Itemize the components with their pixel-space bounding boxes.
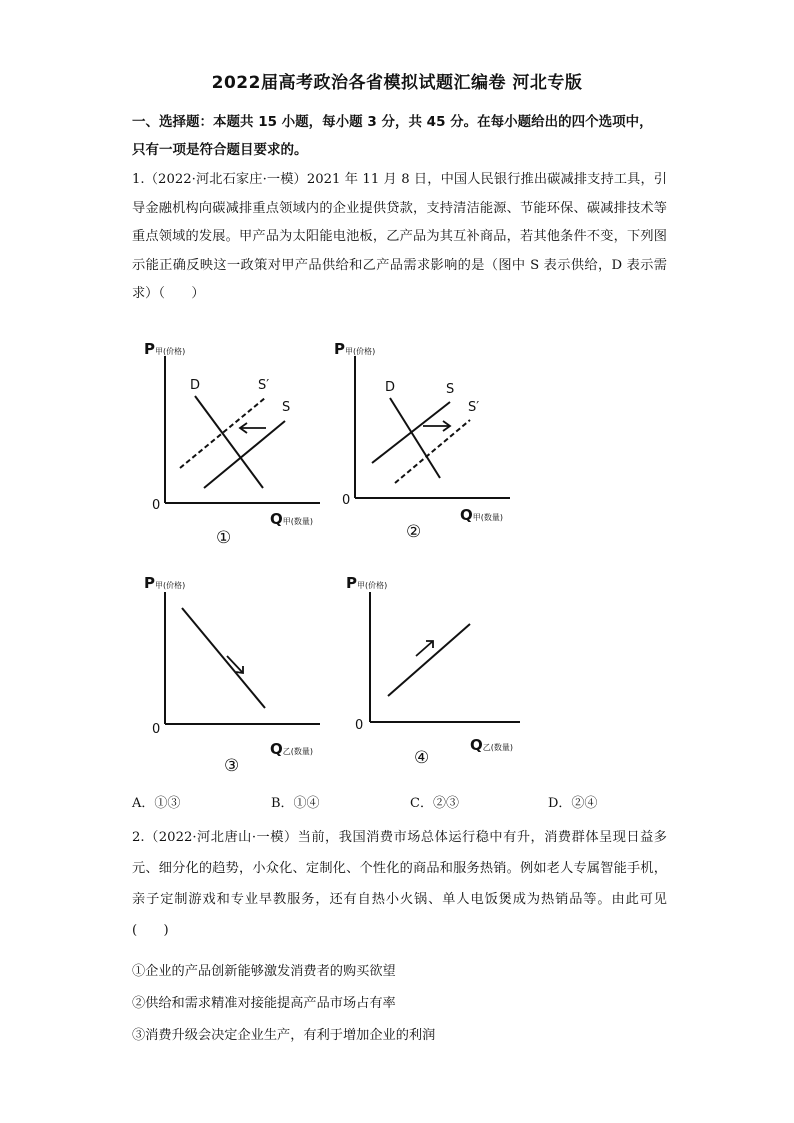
question-2-option-2: ②供给和需求精准对接能提高产品市场占有率 bbox=[132, 996, 396, 1011]
graph-1-origin: 0 bbox=[152, 498, 161, 513]
choice-d[interactable]: D．②④ bbox=[548, 796, 598, 811]
graph-2-origin: 0 bbox=[342, 493, 351, 508]
question-1-stem: 1.（2022·河北石家庄·一模）2021 年 11 月 8 日，中国人民银行推出碳减排支持工具，引导金融机构向碳减排重点领域内的企业提供贷款，支持清洁能源、节能环保、碳减排技术等重点领域的发展。甲产品为太阳能电池板，乙产品为其互补商品，若其他条件不变，下列图示能正确反映这一政策对甲产品供给和乙产品需求影响的是（图中 S 表示供给，D 表示需求）（ ） bbox=[132, 172, 667, 301]
page-title: 2022届高考政治各省模拟试题汇编卷 河北专版 bbox=[211, 73, 583, 93]
graph-1-s-label: S bbox=[282, 400, 291, 415]
section-heading: 一、选择题：本题共 15 小题，每小题 3 分，共 45 分。在每小题给出的四个选项中，只有一项是符合题目要求的。 bbox=[132, 114, 653, 158]
graph-1-svg bbox=[140, 338, 330, 538]
graph-2-number: ② bbox=[406, 522, 422, 542]
graph-1-d-label: D bbox=[190, 378, 201, 393]
graph-2-y-label: P bbox=[334, 340, 345, 358]
graph-4-shift-arrow bbox=[416, 641, 433, 656]
graph-3: P甲(价格) Q乙(数量) 0 ③ bbox=[140, 572, 330, 782]
graph-1-demand-line bbox=[195, 396, 263, 488]
graph-2-supply-line bbox=[372, 402, 450, 463]
graph-2: P甲(价格) Q甲(数量) 0 D S S′ ② bbox=[330, 338, 520, 538]
graph-1: P甲(价格) Q甲(数量) 0 D S S′ ① bbox=[140, 338, 330, 538]
choice-c[interactable]: C．②③ bbox=[410, 796, 459, 811]
graph-1-s2-label: S′ bbox=[258, 378, 270, 393]
graph-2-x-label: Q bbox=[460, 506, 473, 524]
graph-2-supply-shifted-line bbox=[395, 420, 470, 483]
question-1-choices bbox=[132, 792, 672, 814]
graph-3-demand-line bbox=[182, 608, 265, 708]
graph-3-number: ③ bbox=[224, 756, 240, 776]
graph-3-origin: 0 bbox=[152, 722, 161, 737]
graph-3-y-label: P bbox=[144, 574, 155, 592]
question-2-option-1: ①企业的产品创新能够激发消费者的购买欲望 bbox=[132, 964, 396, 979]
graph-2-s-label: S bbox=[446, 382, 455, 397]
choice-a[interactable]: A．①③ bbox=[132, 796, 181, 811]
graph-4-x-label: Q bbox=[470, 736, 483, 754]
choice-b[interactable]: B．①④ bbox=[271, 796, 320, 811]
graph-1-number: ① bbox=[216, 528, 232, 548]
graph-2-d-label: D bbox=[385, 380, 396, 395]
graph-4: P甲(价格) Q乙(数量) 0 ④ bbox=[340, 572, 530, 782]
graph-4-origin: 0 bbox=[355, 718, 364, 733]
graph-2-s2-label: S′ bbox=[468, 400, 480, 415]
graph-4-number: ④ bbox=[414, 748, 430, 768]
graph-4-y-label: P bbox=[346, 574, 357, 592]
graph-1-y-label: P bbox=[144, 340, 155, 358]
question-2-stem: 2.（2022·河北唐山·一模）当前，我国消费市场总体运行稳中有升，消费群体呈现日益多元、细分化的趋势，小众化、定制化、个性化的商品和服务热销。例如老人专属智能手机，亲子定制游戏和专业早教服务，还有自热小火锅、单人电饭煲成为热销品等。由此可见( ) bbox=[132, 830, 667, 938]
question-2-option-3: ③消费升级会决定企业生产，有利于增加企业的利润 bbox=[132, 1028, 436, 1043]
graph-4-demand-line bbox=[388, 624, 470, 696]
graph-1-x-label: Q bbox=[270, 510, 283, 528]
graph-3-x-label: Q bbox=[270, 740, 283, 758]
